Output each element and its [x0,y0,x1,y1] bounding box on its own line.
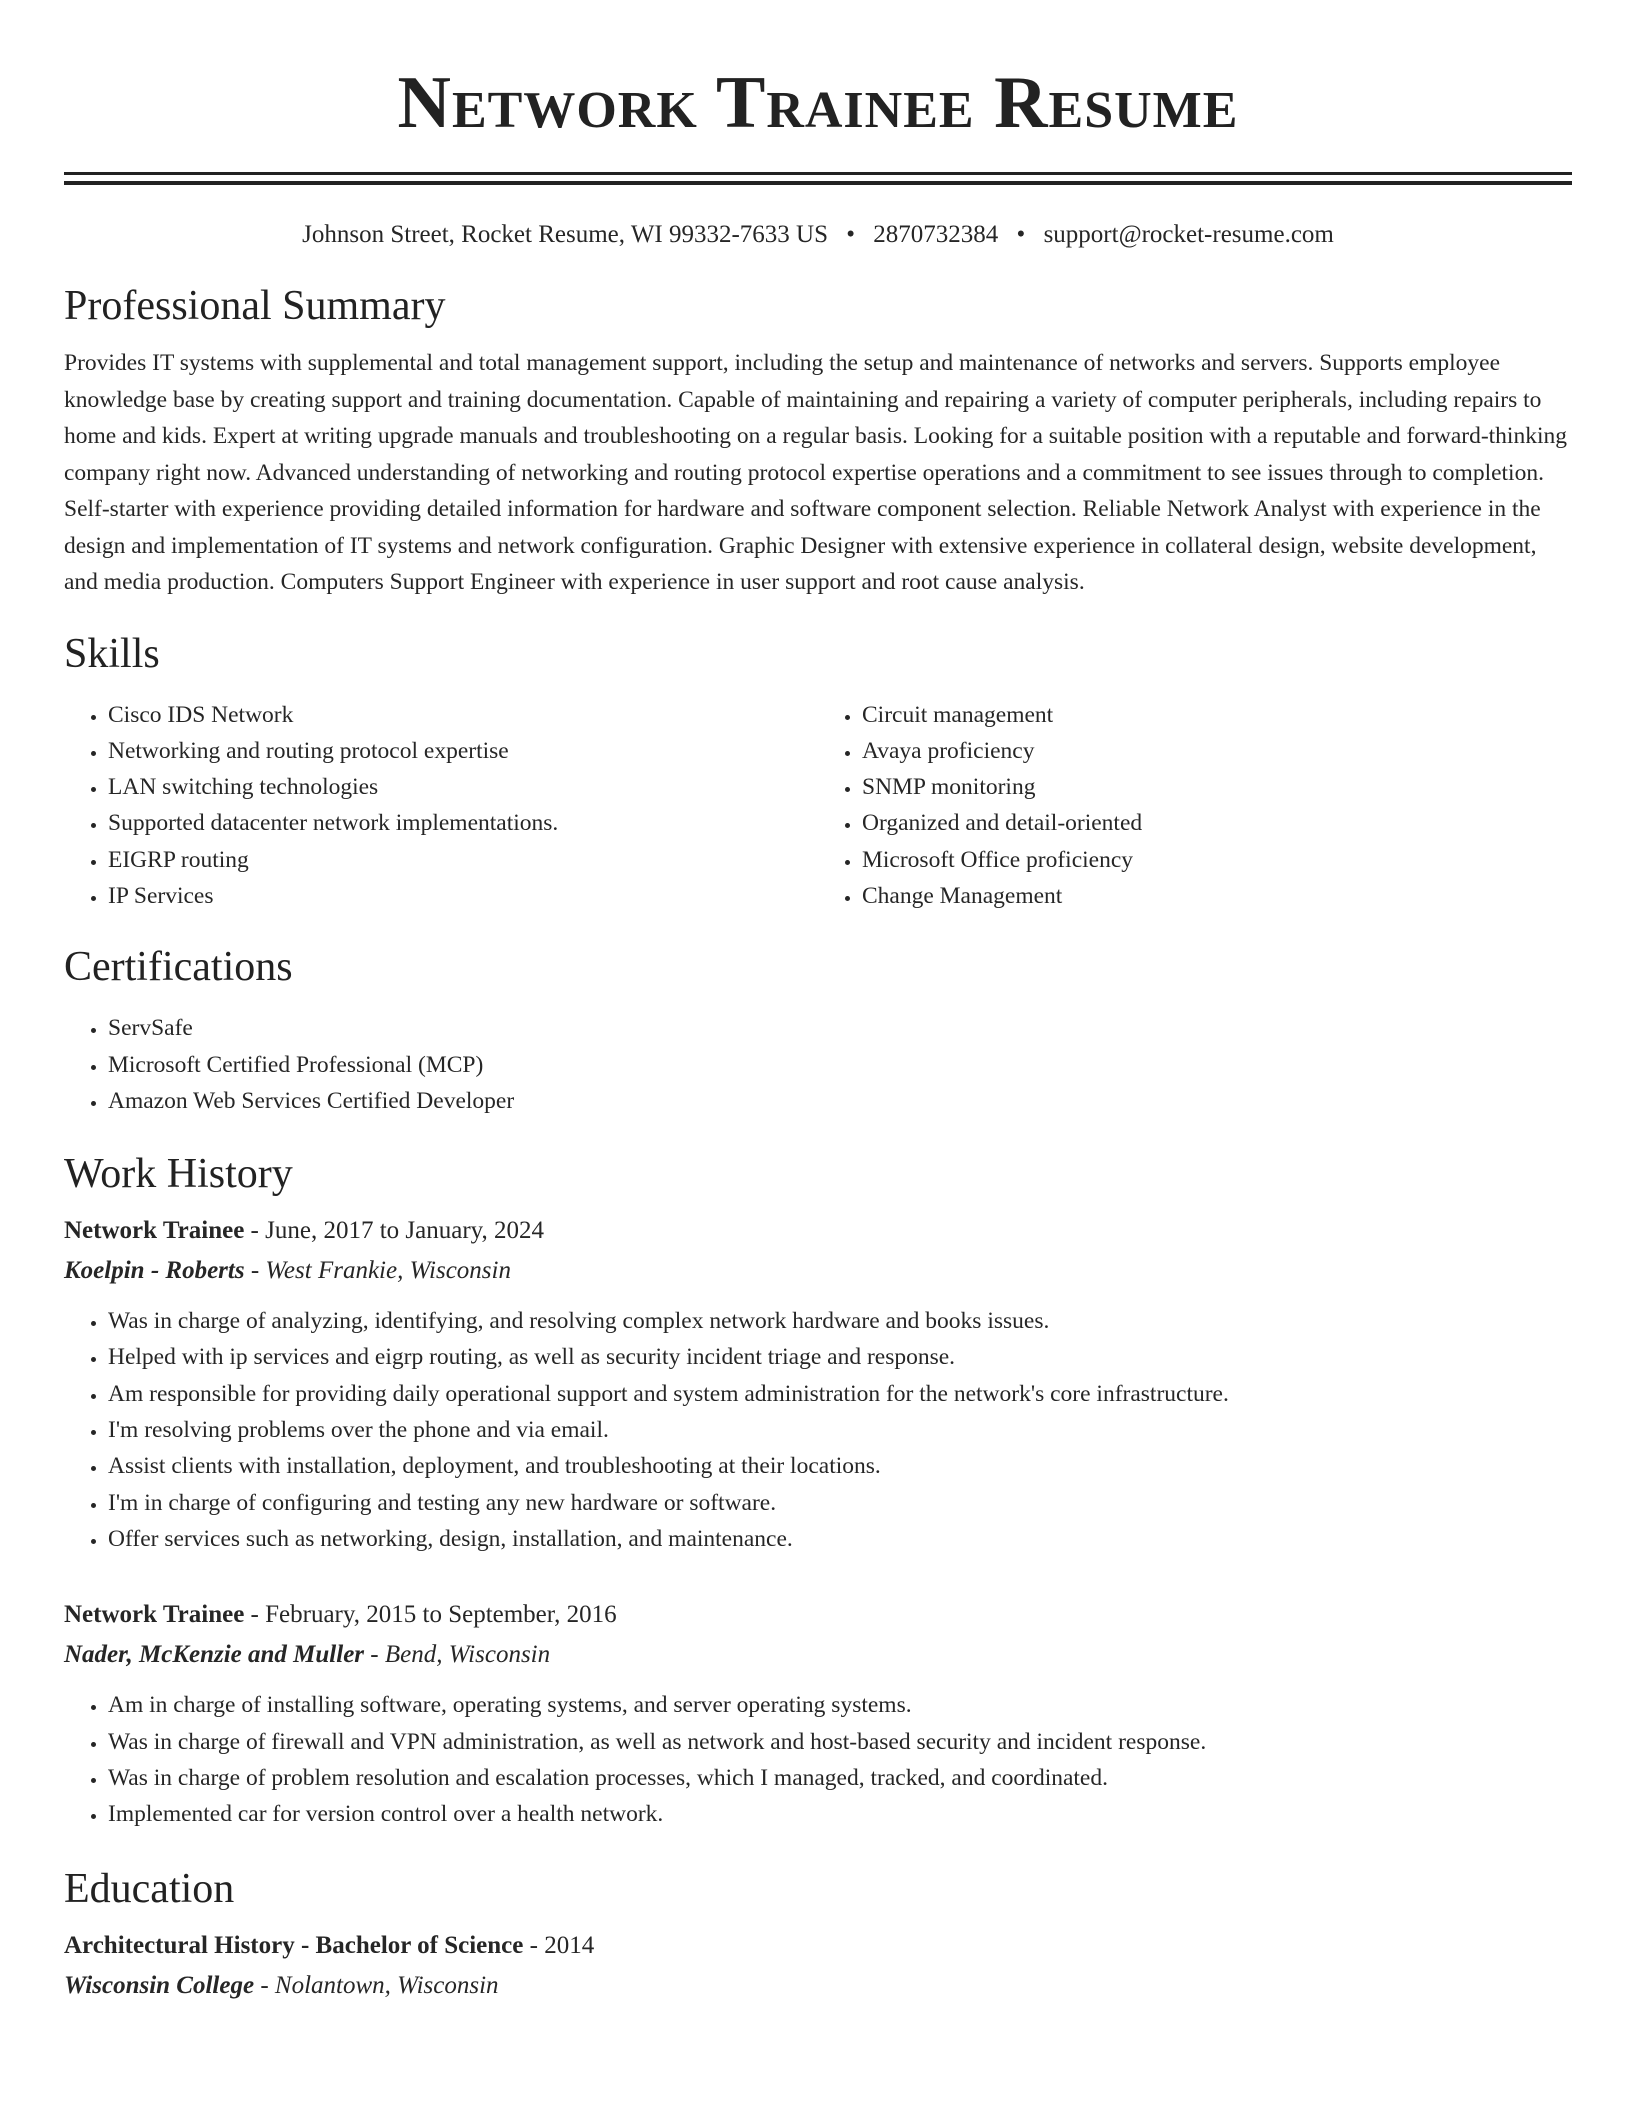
job-entry [64,1595,1572,1832]
education-degree-line [64,1926,1572,1966]
certifications-list [64,1010,1572,1119]
skills-left-list [64,697,818,915]
certifications-section [64,942,1572,1119]
skill-item: • SNMP monitoring [862,769,1572,805]
summary-section [64,281,1572,601]
skills-right-list [818,697,1572,915]
skill-item: • EIGRP routing [108,842,818,878]
skill-item: • Avaya proficiency [862,733,1572,769]
contact-address: Johnson Street, Rocket Resume, WI 99332-7633 US [302,221,829,248]
skill-item: • LAN switching technologies [108,769,818,805]
job-company-line [64,1635,1572,1675]
skill-item: • Microsoft Office proficiency [862,842,1572,878]
education-section [64,1864,1572,2006]
job-company: Nader, McKenzie and Muller [64,1641,365,1669]
job-duty: • Am in charge of installing software, operating systems, and server operating systems. [108,1687,1572,1723]
job-title-line [64,1211,1572,1251]
skill-item: • IP Services [108,878,818,914]
job-duty: • Offer services such as networking, design, installation, and maintenance. [108,1521,1572,1557]
contact-phone: 2870732384 [873,221,999,248]
job-duty: • Assist clients with installation, deployment, and troubleshooting at their locations. [108,1448,1572,1484]
job-title: Network Trainee [64,1217,245,1245]
education-heading: Education [64,1866,235,1913]
education-year: - 2014 [523,1932,595,1960]
resume-title: Network Trainee Resume [397,62,1239,144]
education-school: Wisconsin College [64,1972,255,2000]
job-duty: • I'm resolving problems over the phone and via email. [108,1412,1572,1448]
skill-item: • Change Management [862,878,1572,914]
job-duty: • Was in charge of problem resolution and escalation processes, which I managed, tracked, and coordinated. [108,1760,1572,1796]
job-company-line [64,1251,1572,1291]
certification-item: • Amazon Web Services Certified Developer [108,1083,1572,1119]
summary-text: Provides IT systems with supplemental and total management support, including the setup and maintenance of networks and servers. Supports employee knowledge base by creating support and training documentation. Capable of maintaining and repairing a variety of computer peripherals, including repairs to home and kids. Expert at writing upgrade manuals and troubleshooting on a regular basis. Looking for a suitable position with a reputable and forward-thinking company right now. Advanced understanding of networking and routing protocol expertise operations and a commitment to see issues through to completion. Self-starter with experience providing detailed information for hardware and software component selection. Reliable Network Analyst with experience in the design and implementation of IT systems and network configuration. Graphic Designer with extensive experience in collateral design, website development, and media production. Computers Support Engineer with experience in user support and root cause analysis. [64,350,1567,595]
skills-heading: Skills [64,630,160,677]
title-divider-top [64,172,1572,175]
skills-columns [64,697,1572,915]
job-location: - West Frankie, Wisconsin [244,1257,511,1285]
skills-section [64,629,1572,915]
skill-item: • Cisco IDS Network [108,697,818,733]
skill-item: • Networking and routing protocol expertise [108,733,818,769]
job-duty: • I'm in charge of configuring and testing any new hardware or software. [108,1485,1572,1521]
job-title-line [64,1595,1572,1635]
job-duty: • Was in charge of analyzing, identifying, and resolving complex network hardware and books issues. [108,1303,1572,1339]
contact-separator: • [1016,221,1026,248]
job-duties-list [64,1303,1572,1557]
skill-item: • Organized and detail-oriented [862,805,1572,841]
resume-page [64,0,1572,2006]
skill-item: • Circuit management [862,697,1572,733]
job-duty: • Am responsible for providing daily operational support and system administration for the network's core infrastructure. [108,1376,1572,1412]
job-duty: • Helped with ip services and eigrp routing, as well as security incident triage and response. [108,1339,1572,1375]
job-dates: - February, 2015 to September, 2016 [244,1601,617,1629]
job-title: Network Trainee [64,1601,245,1629]
skill-item: • Supported datacenter network implementations. [108,805,818,841]
certification-item: • ServSafe [108,1010,1572,1046]
title-divider-bottom [64,181,1572,185]
contact-line [64,219,1572,251]
summary-heading: Professional Summary [64,283,446,329]
education-degree: Architectural History - Bachelor of Science [64,1932,524,1960]
education-school-line [64,1966,1572,2006]
education-location: - Nolantown, Wisconsin [254,1972,499,2000]
job-dates: - June, 2017 to January, 2024 [244,1217,545,1245]
work-history-section [64,1149,1572,1832]
work-history-heading: Work History [64,1151,293,1198]
job-location: - Bend, Wisconsin [364,1641,551,1669]
job-entry [64,1211,1572,1557]
job-duties-list [64,1687,1572,1832]
contact-separator: • [846,221,856,248]
job-duty: • Was in charge of firewall and VPN administration, as well as network and host-based security and incident response. [108,1724,1572,1760]
certification-item: • Microsoft Certified Professional (MCP) [108,1047,1572,1083]
job-duty: • Implemented car for version control over a health network. [108,1796,1572,1832]
job-company: Koelpin - Roberts [64,1257,245,1285]
certifications-heading: Certifications [64,944,293,991]
contact-email: support@rocket-resume.com [1043,221,1334,248]
